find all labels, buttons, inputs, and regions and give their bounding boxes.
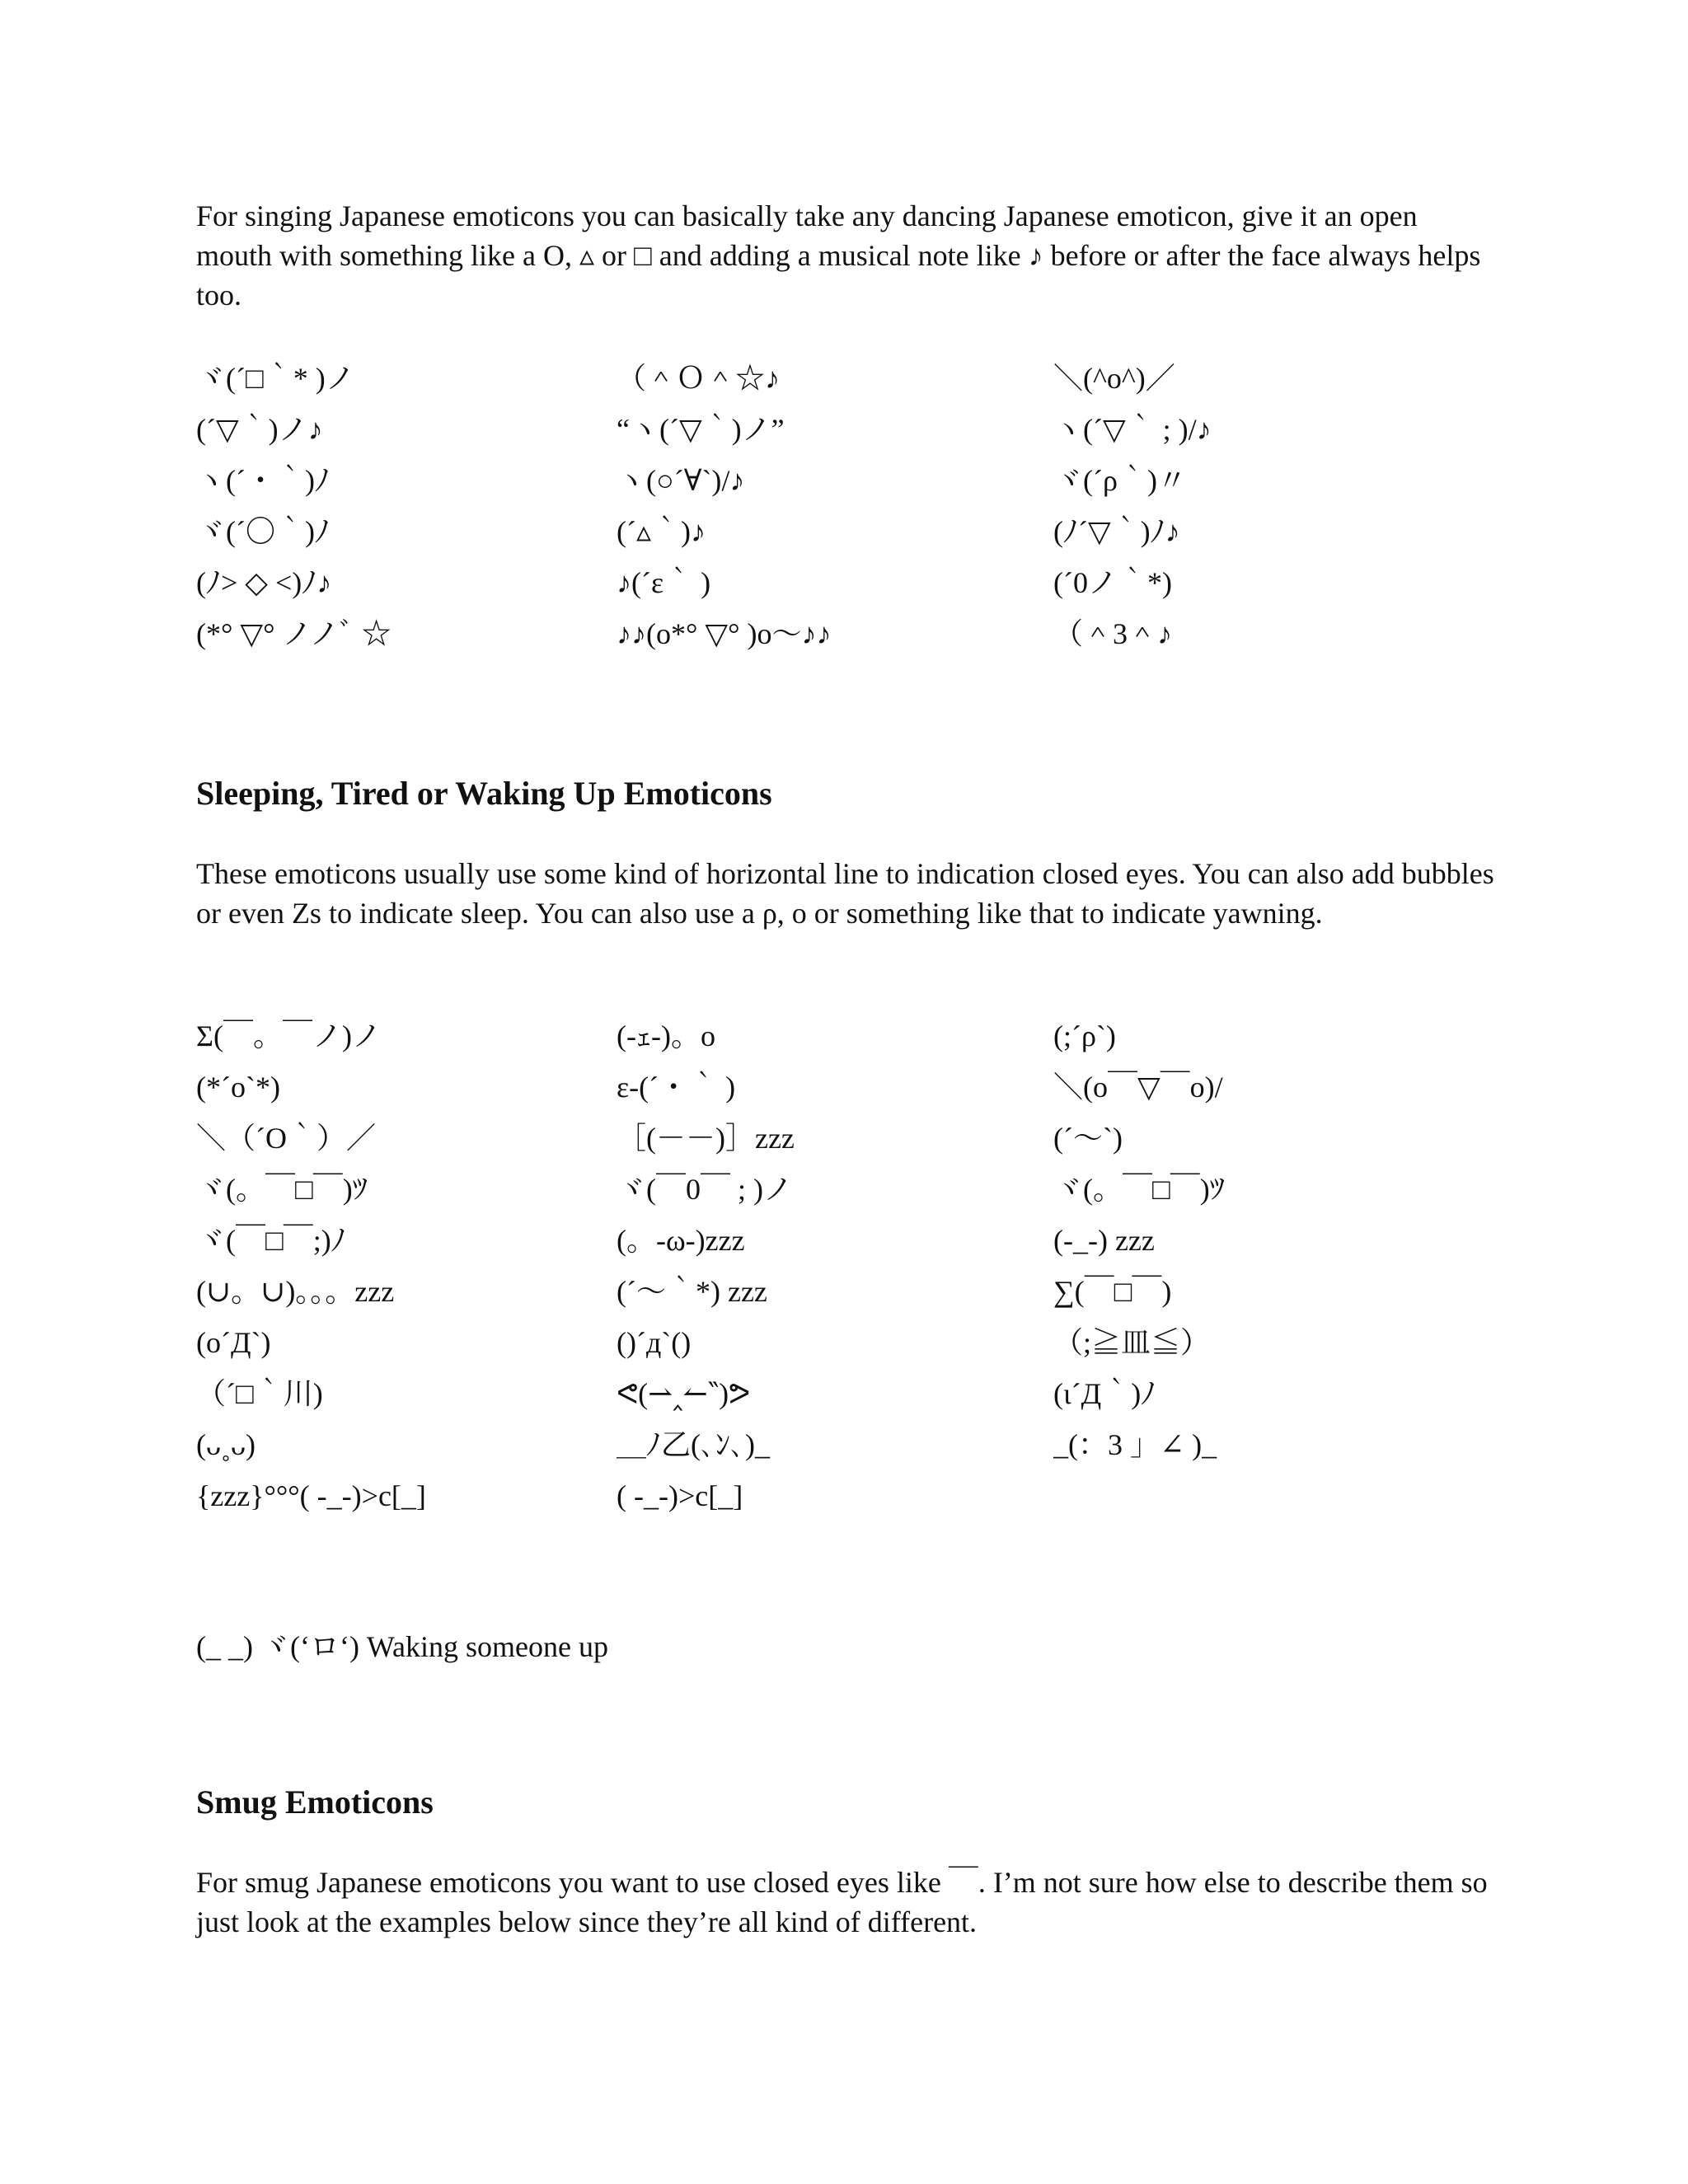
emoticon: (ﾉ> ◇ <)ﾉ♪ (196, 566, 332, 599)
emoticon: (*´o`*) (196, 1071, 280, 1104)
sleeping-heading: Sleeping, Tired or Waking Up Emoticons (196, 775, 772, 812)
emoticon: ♪♪(o*° ▽° )o〜♪♪ (617, 617, 832, 650)
emoticon: （´□｀川) (196, 1377, 323, 1410)
emoticon: (´▵｀)♪ (617, 515, 706, 548)
singing-emoticon-grid (196, 353, 1498, 659)
emoticon: (-_-) zzz (1053, 1224, 1155, 1257)
emoticon: ヾ(￣0￣ ; )ノ (617, 1173, 793, 1206)
emoticon: （＾3＾♪ (1053, 617, 1173, 650)
emoticon: ＼（´O｀）／ (196, 1122, 376, 1155)
emoticon: ＼(o￣▽￣o)/ (1053, 1071, 1223, 1104)
emoticon (1053, 1470, 1498, 1521)
emoticon: ヾ(￣□￣;)ﾉ (196, 1224, 346, 1257)
emoticon: Σ(￣。￣ノ)ノ (196, 1019, 382, 1052)
emoticon: ♪(´ε｀ ) (617, 566, 711, 599)
smug-heading: Smug Emoticons (196, 1783, 434, 1821)
emoticon: (。-ω-)zzz (617, 1224, 745, 1257)
emoticon: （;≧皿≦） (1053, 1326, 1211, 1359)
singing-intro: For singing Japanese emoticons you can basically take any dancing Japanese emoticon, give it an open mouth with something like a O, ▵ or □ and adding a musical note like ♪ before or after the face always helps too. (196, 199, 1481, 312)
emoticon: ε-(´・｀ ) (617, 1071, 736, 1104)
waking-line: (_ _) ヾ(‘ロ‘) Waking someone up (196, 1630, 608, 1663)
emoticon: (ι´Д｀)ﾉ (1053, 1377, 1156, 1410)
emoticon: ( -_-)>c[_] (617, 1479, 743, 1512)
emoticon: (ᴗ˳ᴗ) (196, 1428, 256, 1461)
emoticon: （＾Ｏ＾☆♪ (617, 362, 781, 395)
emoticon: (∪。∪)。。。zzz (196, 1275, 395, 1308)
emoticon: ＿ﾉ乙(､ﾝ､)_ (617, 1428, 770, 1461)
emoticon: (ﾉ´▽｀)ﾉ♪ (1053, 515, 1180, 548)
emoticon: ヾ(。￣□￣)ﾂ (196, 1173, 368, 1206)
smug-intro: For smug Japanese emoticons you want to use closed eyes like ￣. I’m not sure how else to describe them so just look at the examples below since they’re all kind of different. (196, 1866, 1488, 1938)
emoticon: {zzz}°°°( -_-)>c[_] (196, 1479, 426, 1512)
emoticon: (´0ノ｀*) (1053, 566, 1172, 599)
emoticon: ヽ(´・｀)ﾉ (196, 464, 330, 497)
emoticon: “ヽ(´▽｀)ノ” (617, 413, 785, 446)
emoticon: ヽ(´▽｀ ; )/♪ (1053, 413, 1212, 446)
emoticon: (´〜｀*) zzz (617, 1275, 767, 1308)
emoticon: ∑(￣□￣) (1053, 1275, 1172, 1308)
sleeping-emoticon-grid (196, 1010, 1498, 1521)
emoticon: ＼(^o^)／ (1053, 362, 1175, 395)
emoticon: ᕙ(⇀‸↼‶)ᕗ (617, 1377, 751, 1410)
emoticon: ［(－－)］zzz (617, 1122, 795, 1155)
emoticon: ヾ(´〇｀)ﾉ (196, 515, 330, 548)
emoticon: ()´д`() (617, 1326, 692, 1359)
sleeping-intro: These emoticons usually use some kind of horizontal line to indication closed eyes. You can also add bubbles or even Zs to indicate sleep. You can also use a ρ, o or something like that to indicate yawning. (196, 857, 1494, 930)
emoticon: ヾ(´ρ｀)〃 (1053, 464, 1187, 497)
emoticon: (-ｪ-)。o (617, 1019, 715, 1052)
emoticon: ヾ(´□｀* )ノ (196, 362, 355, 395)
emoticon: (o´Д`) (196, 1326, 271, 1359)
emoticon: (*° ▽° ノノﾞ ☆ (196, 617, 392, 650)
emoticon: ヾ(。￣□￣)ﾂ (1053, 1173, 1225, 1206)
emoticon: _(：3 」∠ )_ (1053, 1428, 1217, 1461)
emoticon: ヽ(○´∀`)/♪ (617, 464, 745, 497)
emoticon: (´▽｀)ノ♪ (196, 413, 323, 446)
emoticon: (´〜`) (1053, 1122, 1123, 1155)
emoticon: (;´ρ`) (1053, 1019, 1116, 1052)
